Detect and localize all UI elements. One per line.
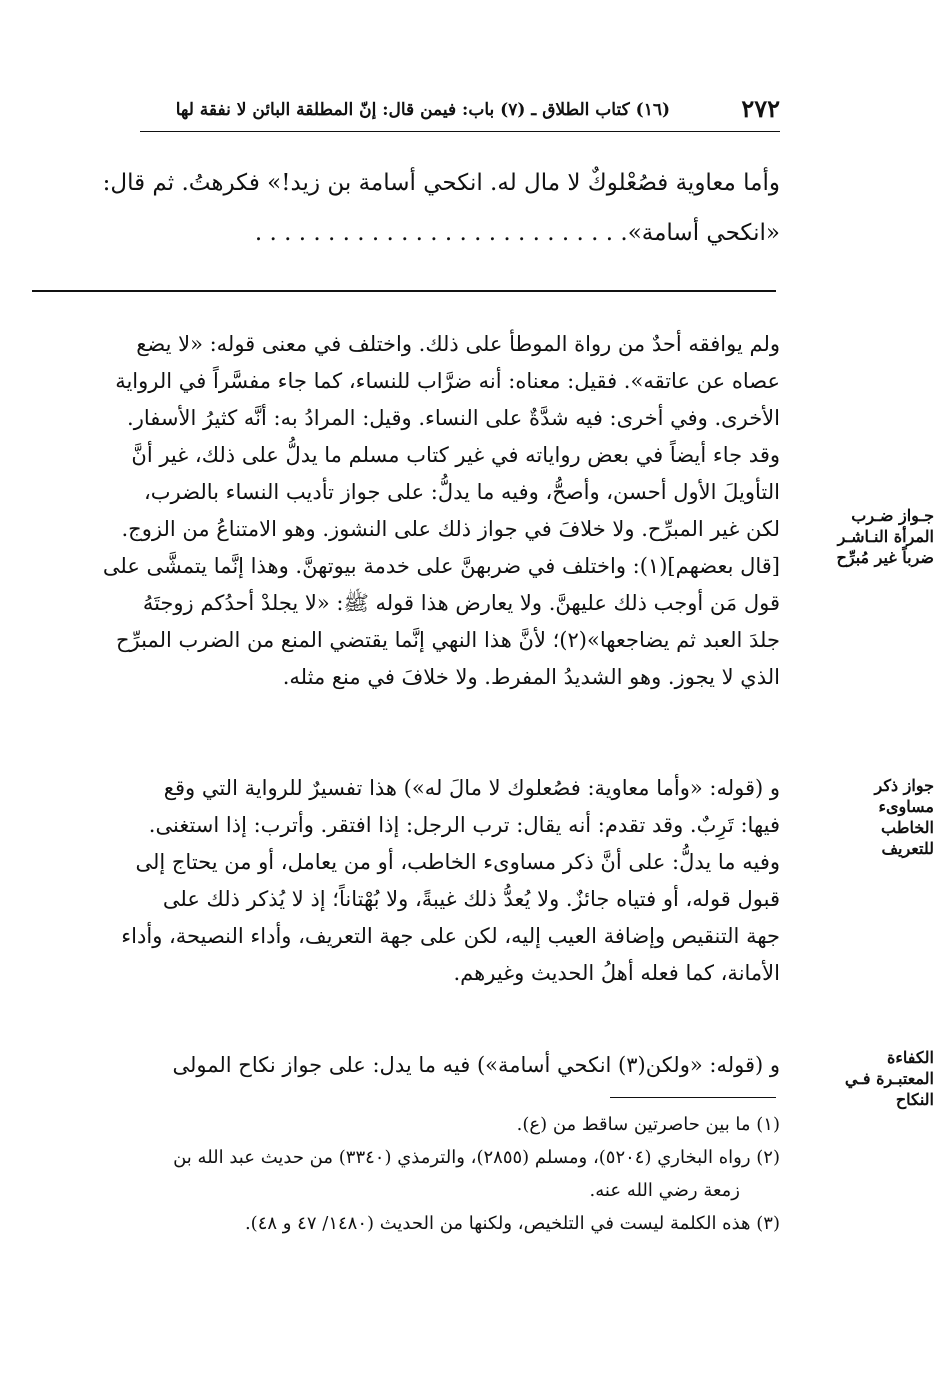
margin-note-line: المعتبـرة فـي xyxy=(844,1069,934,1088)
text-line: قول مَن أوجب ذلك عليهنَّ. ولا يعارض هذا قوله ﷺ: «لا يجلدْ أحدُكم زوجتَهُ xyxy=(142,591,780,615)
margin-note-line: للتعريف xyxy=(881,839,934,858)
text-line: الأخرى. وفي أخرى: فيه شدَّةٌ على النساء. وقيل: المرادُ به: أنَّه كثيرُ الأسفار. xyxy=(127,406,780,430)
text-line: وقد جاء أيضاً في بعض رواياته في غير كتاب مسلم ما يدلُّ على ذلك، غير أنَّ xyxy=(131,443,780,467)
section-separator xyxy=(32,290,776,292)
page-number: ٢٧٢ xyxy=(741,94,780,123)
hadith-text xyxy=(32,158,780,258)
text-line: عصاه عن عاتقه». فقيل: معناه: أنه ضرَّاب للنساء، كما جاء مفسَّراً في الرواية xyxy=(115,369,780,393)
margin-note-3 xyxy=(844,1047,934,1110)
text-line: جهة التنقيص وإضافة العيب إليه، لكن على جهة التعريف، وأداء النصيحة، وأداء xyxy=(121,924,780,948)
commentary-paragraph-2 xyxy=(28,770,780,992)
text-line: و (قوله: «ولكن(٣) انكحي أسامة») فيه ما يدل: على جواز نكاح المولى xyxy=(172,1053,780,1077)
hadith-line: وأما معاوية فصُعْلوكٌ لا مال له. انكحي أسامة بن زيد!» فكرهتُ. ثم قال: xyxy=(102,170,780,196)
margin-note-line: الكفاءة xyxy=(886,1048,934,1067)
text-line: الأمانة، كما فعله أهلُ الحديث وغيرهم. xyxy=(453,961,780,985)
text-line: الذي لا يجوز. وهو الشديدُ المفرط. ولا خلافَ في منع مثله. xyxy=(282,665,780,689)
footnote: (١) ما بين حاصرتين ساقط من (ع). xyxy=(516,1114,780,1135)
text-line: التأويلَ الأول أحسن، وأصحُّ، وفيه ما يدلُّ: على جواز تأديب النساء بالضرب، xyxy=(144,480,780,504)
commentary-paragraph-3 xyxy=(28,1047,780,1084)
margin-note-2 xyxy=(864,775,934,859)
page-header xyxy=(140,92,780,132)
footnote-continuation: زمعة رضي الله عنه. xyxy=(589,1180,740,1201)
footnotes xyxy=(28,1108,780,1240)
header-rule xyxy=(140,131,780,132)
text-line: ولم يوافقه أحدٌ من رواة الموطأ على ذلك. واختلف في معنى قوله: «لا يضع xyxy=(136,332,780,356)
text-line: [قال بعضهم](١): واختلف في ضربهنَّ على خدمة بيوتهنَّ. وهذا إنَّما يتمشَّى على xyxy=(102,554,780,578)
margin-note-line: النكاح xyxy=(895,1090,934,1109)
footnote: (٣) هذه الكلمة ليست في التلخيص، ولكنها من الحديث (١٤٨٠/ ٤٧ و ٤٨). xyxy=(244,1213,780,1234)
margin-note-1 xyxy=(794,505,934,568)
margin-note-line: جواز ذكر xyxy=(874,776,934,795)
margin-note-line: المرأة النـاشـر xyxy=(837,527,934,546)
running-title: (١٦) كتاب الطلاق ـ (٧) باب: فيمن قال: إنّ المطلقة البائن لا نفقة لها xyxy=(175,100,670,120)
text-line: جلدَ العبد ثم يضاجعها»(٢)؛ لأنَّ هذا النهي إنَّما يقتضي المنع من الضرب المبرِّح xyxy=(115,628,780,652)
text-line: قبول قوله، أو فتياه جائزٌ. ولا يُعدُّ ذلك غيبةً، ولا بُهْتاناً؛ إذ لا يُذكر ذلك على xyxy=(162,887,780,911)
hadith-line: «انكحي أسامة». . . . . . . . . . . . . . . . . . . . . . . . . . xyxy=(254,220,780,246)
text-line: فيها: تَرِبٌ. وقد تقدم: أنه يقال: ترب الرجل: إذا افتقر. وأترب: إذا استغنى. xyxy=(148,813,780,837)
margin-note-line: مساوىء xyxy=(878,797,934,816)
text-line: و (قوله: «وأما معاوية: فصُعلوك لا مالَ له») هذا تفسيرٌ للرواية التي وقع xyxy=(163,776,780,800)
margin-note-line: الخاطب xyxy=(881,818,934,837)
margin-note-line: ضرباً غير مُبرِّح xyxy=(836,548,934,567)
commentary-paragraph-1 xyxy=(28,326,780,696)
footnote-separator xyxy=(610,1097,776,1098)
text-line: وفيه ما يدلُّ: على أنَّ ذكر مساوىء الخاطب، أو من يعامل، أو من يحتاج إلى xyxy=(135,850,780,874)
margin-note-line: جـواز ضـرب xyxy=(851,506,934,525)
text-line: لكن غير المبرِّح. ولا خلافَ في جواز ذلك على النشوز. وهو الامتناعُ من الزوج. xyxy=(121,517,780,541)
footnote: (٢) رواه البخاري (٥٢٠٤)، ومسلم (٢٨٥٥)، والترمذي (٣٣٤٠) من حديث عبد الله بن xyxy=(173,1147,780,1168)
